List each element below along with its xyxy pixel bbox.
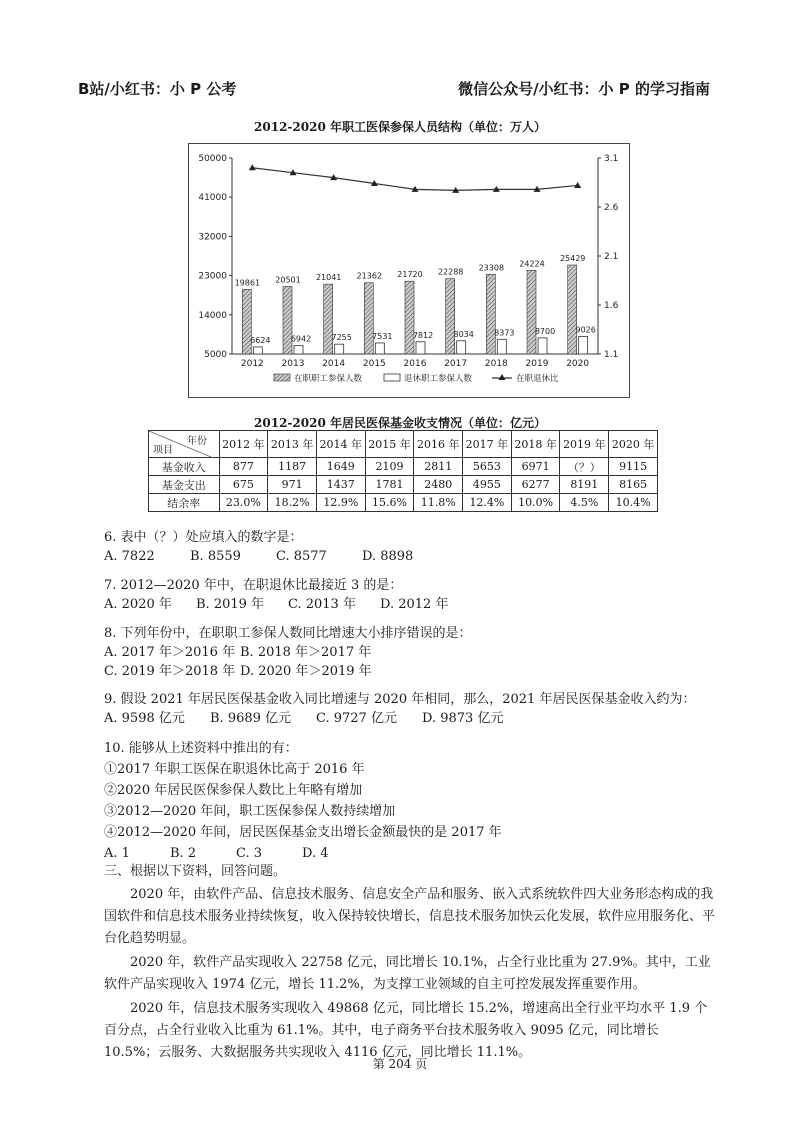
retired-bar — [579, 336, 588, 354]
question-stem: 10. 能够从上述资料中推出的有： — [104, 741, 298, 756]
retired-bar-label: 8034 — [453, 329, 474, 339]
active-bar-label: 21362 — [356, 271, 383, 281]
table-row — [149, 494, 658, 512]
active-bar-label: 21041 — [315, 273, 342, 283]
retired-bar — [497, 339, 506, 354]
retired-bar — [538, 338, 547, 354]
x-tick-label: 2015 — [362, 359, 386, 369]
table-cell: 1437 — [316, 476, 365, 494]
table-cell: 2480 — [414, 476, 463, 494]
question-6 — [104, 528, 413, 566]
question-7 — [104, 576, 448, 614]
table-cell: 18.2% — [268, 494, 317, 512]
active-bar-label: 20501 — [275, 275, 301, 285]
active-bar-label: 24224 — [519, 259, 545, 269]
active-bar-label: 22288 — [437, 267, 464, 277]
table-cell: 8165 — [609, 476, 658, 494]
option-a: A. 1 — [104, 846, 130, 861]
option-b: B. 2 — [170, 846, 197, 861]
section-heading: 三、根据以下资料，回答问题。 — [104, 864, 287, 879]
question-stem: 8. 下列年份中，在职职工参保人数同比增速大小排序错误的是： — [104, 626, 472, 641]
table-cell: 4955 — [463, 476, 512, 494]
active-bar — [527, 270, 536, 354]
table-cell: 4.5% — [560, 494, 609, 512]
y2-tick-label: 2.1 — [604, 252, 619, 262]
active-bar — [568, 265, 577, 354]
question-8 — [104, 624, 472, 681]
x-tick-label: 2020 — [566, 359, 590, 369]
row-label: 结余率 — [149, 494, 220, 512]
row-label: 基金收入 — [149, 458, 220, 476]
y-tick-label: 5000 — [204, 350, 227, 360]
fund-table — [148, 430, 658, 512]
header-right: 微信公众号/小红书：小 P 的学习指南 — [458, 80, 710, 98]
table-row — [149, 458, 658, 476]
question-stem: 6. 表中（？）处应填入的数字是： — [104, 530, 303, 545]
table-corner — [149, 431, 220, 458]
retired-bar — [416, 342, 425, 354]
legend-ratio: 在职退休比 — [516, 374, 559, 384]
active-bar — [283, 286, 292, 354]
legend-marker-ratio — [499, 374, 506, 380]
option-d: D. 2020 年＞2019 年 — [240, 664, 372, 679]
y-tick-label: 41000 — [198, 193, 227, 204]
ratio-point — [574, 182, 581, 188]
option-d: D. 2012 年 — [380, 597, 449, 612]
question-stem: 9. 假设 2021 年居民医保基金收入同比增速与 2020 年相同，那么，2021 年居民医保基金收入约为： — [104, 692, 696, 707]
option-d: D. 4 — [302, 846, 329, 861]
retired-bar-label: 9026 — [575, 325, 596, 335]
row-label: 基金支出 — [149, 476, 220, 494]
retired-bar-label: 8700 — [534, 326, 556, 336]
paragraph-2: 2020 年，软件产品实现收入 22758 亿元，同比增长 10.1%，占全行业比重为 27.9%。其中，工业软件产品实现收入 1974 亿元，增长 11.2%，为支撑工业领域的自主可控发展发挥重要作用。 — [104, 955, 711, 992]
retired-bar — [375, 343, 384, 354]
retired-bar — [253, 347, 262, 354]
table-cell: 2811 — [414, 458, 463, 476]
option-b: B. 2019 年 — [196, 597, 265, 612]
ratio-point — [249, 164, 256, 170]
option-a: A. 2020 年 — [104, 597, 172, 612]
table-cell: 675 — [219, 476, 268, 494]
x-tick-label: 2019 — [525, 359, 549, 369]
year-header: 2014 年 — [316, 431, 365, 458]
question-10 — [104, 738, 502, 864]
table-cell: 877 — [219, 458, 268, 476]
retired-bar-label: 6624 — [250, 335, 271, 345]
year-header: 2020 年 — [609, 431, 658, 458]
statement-3: ③2012—2020 年间，职工医保参保人数持续增加 — [104, 804, 396, 819]
legend-swatch-active — [274, 374, 290, 381]
active-bar-label: 23308 — [478, 263, 505, 273]
statement-1: ①2017 年职工医保在职退休比高于 2016 年 — [104, 762, 365, 777]
table-cell: 2109 — [365, 458, 414, 476]
statement-2: ②2020 年居民医保参保人数比上年略有增加 — [104, 783, 363, 798]
active-bar — [446, 279, 455, 354]
option-c: C. 2013 年 — [288, 597, 356, 612]
option-d: D. 9873 亿元 — [422, 711, 504, 726]
year-header: 2018 年 — [511, 431, 560, 458]
year-header: 2012 年 — [219, 431, 268, 458]
table-cell: 1781 — [365, 476, 414, 494]
year-header: 2017 年 — [463, 431, 512, 458]
table-cell: 1187 — [268, 458, 317, 476]
y2-tick-label: 1.6 — [604, 301, 619, 311]
x-tick-label: 2012 — [240, 359, 264, 369]
table-cell: 12.9% — [316, 494, 365, 512]
x-tick-label: 2017 — [444, 359, 468, 369]
x-tick-label: 2014 — [322, 359, 346, 369]
active-bar — [364, 283, 373, 354]
retired-bar-label: 8373 — [494, 328, 515, 338]
table-cell: 9115 — [609, 458, 658, 476]
table-cell: （？） — [560, 458, 609, 476]
paragraph-3: 2020 年，信息技术服务实现收入 49868 亿元，同比增长 15.2%，增速高出全行业平均水平 1.9 个百分点，占全行业收入比重为 61.1%。其中，电子商务平台技术服务收入 9095 亿元，同比增长 10.5%；云服务、大数据服务共实现收入 4116 亿元，同比增长 11.1%。 — [104, 1001, 708, 1060]
table-cell: 23.0% — [219, 494, 268, 512]
legend-swatch-retired — [384, 374, 400, 381]
active-bar — [486, 274, 495, 354]
table-cell: 1649 — [316, 458, 365, 476]
statement-4: ④2012—2020 年间，居民医保基金支出增长金额最快的是 2017 年 — [104, 825, 502, 840]
corner-item-label: 项目 — [153, 445, 173, 456]
paragraph-1: 2020 年，由软件产品、信息技术服务、信息安全产品和服务、嵌入式系统软件四大业务形态构成的我国软件和信息技术服务业持续恢复，收入保持较快增长，信息技术服务加快云化发展，软件应用服务化、平台化趋势明显。 — [104, 887, 716, 946]
option-a: A. 7822 — [104, 549, 155, 564]
y-tick-label: 50000 — [198, 154, 227, 164]
y-tick-label: 23000 — [198, 271, 227, 282]
option-b: B. 8559 — [190, 549, 241, 564]
retired-bar-label: 7531 — [372, 331, 393, 341]
corner-year-label: 年份 — [187, 436, 207, 447]
table-cell: 8191 — [560, 476, 609, 494]
retired-bar — [294, 346, 303, 354]
retired-bar-label: 7812 — [412, 330, 434, 340]
question-9 — [104, 690, 695, 728]
option-b: B. 2018 年＞2017 年 — [240, 645, 372, 660]
table-cell: 10.0% — [511, 494, 560, 512]
legend-active: 在职职工参保人数 — [294, 374, 363, 384]
year-header: 2015 年 — [365, 431, 414, 458]
chart-title: 2012-2020 年职工医保参保人员结构（单位：万人） — [254, 120, 546, 134]
header-left: B站/小红书：小 P 公考 — [78, 80, 237, 98]
y-tick-label: 14000 — [198, 310, 227, 321]
table-cell: 6277 — [511, 476, 560, 494]
y-tick-label: 32000 — [198, 232, 227, 243]
year-header: 2019 年 — [560, 431, 609, 458]
table-cell: 10.4% — [609, 494, 658, 512]
y2-tick-label: 2.6 — [604, 203, 619, 213]
table-cell: 12.4% — [463, 494, 512, 512]
active-bar-label: 21720 — [397, 270, 423, 280]
table-cell: 5653 — [463, 458, 512, 476]
option-a: A. 9598 亿元 — [104, 711, 185, 726]
table-cell: 15.6% — [365, 494, 414, 512]
x-tick-label: 2013 — [281, 359, 305, 369]
table-header-row — [149, 431, 658, 458]
table-cell: 971 — [268, 476, 317, 494]
x-tick-label: 2016 — [403, 359, 427, 369]
option-b: B. 9689 亿元 — [210, 711, 292, 726]
year-header: 2013 年 — [268, 431, 317, 458]
option-d: D. 8898 — [362, 549, 414, 564]
active-bar — [324, 284, 333, 354]
retired-bar — [457, 341, 466, 354]
option-a: A. 2017 年＞2016 年 — [104, 645, 236, 660]
table-cell: 11.8% — [414, 494, 463, 512]
option-c: C. 2019 年＞2018 年 — [104, 664, 236, 679]
question-stem: 7. 2012—2020 年中，在职退休比最接近 3 的是： — [104, 578, 403, 593]
table-title: 2012-2020 年居民医保基金收支情况（单位：亿元） — [254, 416, 546, 430]
active-bar-label: 19861 — [234, 278, 261, 288]
retired-bar-label: 6942 — [290, 334, 312, 344]
y2-tick-label: 3.1 — [604, 154, 619, 164]
retired-bar — [335, 344, 344, 354]
option-c: C. 8577 — [276, 549, 327, 564]
year-header: 2016 年 — [414, 431, 463, 458]
insured-structure-chart — [188, 143, 628, 396]
y2-tick-label: 1.1 — [604, 350, 619, 360]
option-c: C. 3 — [236, 846, 263, 861]
retired-bar-label: 7255 — [331, 333, 352, 343]
active-bar-label: 25429 — [559, 254, 586, 264]
table-row — [149, 476, 658, 494]
page-number: 第 204 页 — [372, 1057, 428, 1071]
table-cell: 6971 — [511, 458, 560, 476]
option-c: C. 9727 亿元 — [316, 711, 397, 726]
legend-retired: 退休职工参保人数 — [404, 374, 473, 384]
active-bar — [405, 281, 414, 354]
x-tick-label: 2018 — [484, 359, 508, 369]
